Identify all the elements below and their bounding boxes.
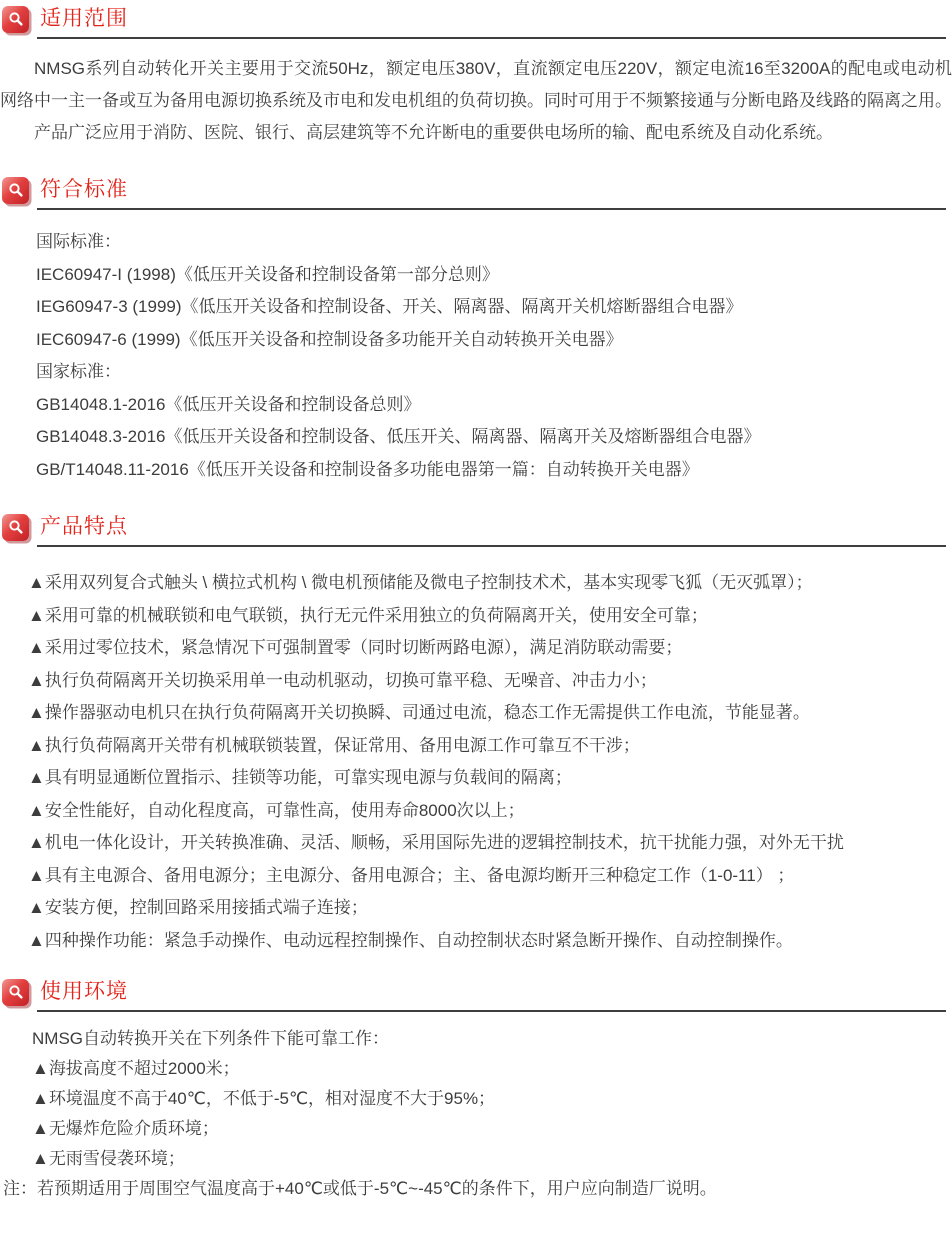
environment-item: ▲无爆炸危险介质环境； <box>32 1119 219 1138</box>
feature-item: ▲具有主电源合、备用电源分；主电源分、备用电源合；主、备电源均断开三种稳定工作（1-0-11） ； <box>28 865 795 885</box>
standard-line: IEG60947-3 (1999)《低压开关设备和控制设备、开关、隔离器、隔离开关机熔断器组合电器》 <box>36 297 743 316</box>
section-header <box>0 512 952 542</box>
section-title: 符合标准 <box>40 178 128 201</box>
section-header <box>0 977 952 1007</box>
section-title: 使用环境 <box>40 980 128 1003</box>
standards-group-label: 国际标准： <box>36 232 121 251</box>
section-title: 适用范围 <box>40 7 128 30</box>
magnifier-icon <box>2 514 29 541</box>
environment-intro: NMSG自动转换开关在下列条件下能可靠工作： <box>32 1029 389 1048</box>
section-divider <box>37 1010 946 1012</box>
section-environment <box>0 977 952 1204</box>
environment-item: ▲无雨雪侵袭环境； <box>32 1149 185 1168</box>
feature-item: ▲机电一体化设计，开关转换准确、灵活、顺畅，采用国际先进的逻辑控制技术，抗干扰能力强，对外无干扰 <box>28 833 844 852</box>
feature-item: ▲执行负荷隔离开关带有机械联锁装置，保证常用、备用电源工作可靠互不干涉； <box>28 735 640 755</box>
scope-paragraph: NMSG系列自动转化开关主要用于交流50Hz，额定电压380V，直流额定电压220V，额定电流16至3200A的配电或电动机网络中一主一备或互为备用电源切换系统及市电和发电机组的负荷切换。同时可用于不频繁接通与分断电路及线路的隔离之用。 <box>0 59 952 110</box>
standard-line: IEC60947-I (1998)《低压开关设备和控制设备第一部分总则》 <box>36 264 499 284</box>
feature-item: ▲具有明显通断位置指示、挂锁等功能，可靠实现电源与负载间的隔离； <box>28 768 572 787</box>
feature-item: ▲四种操作功能：紧急手动操作、电动远程控制操作、自动控制状态时紧急断开操作、自动控制操作。 <box>28 930 793 950</box>
magnifier-icon <box>2 6 29 33</box>
section-divider <box>37 37 946 39</box>
feature-item: ▲操作器驱动电机只在执行负荷隔离开关切换瞬、司通过电流，稳态工作无需提供工作电流，节能显著。 <box>28 703 810 722</box>
scope-body <box>0 53 952 149</box>
feature-item: ▲安装方便，控制回路采用接插式端子连接； <box>28 898 368 917</box>
feature-item: ▲安全性能好，自动化程度高，可靠性高，使用寿命8000次以上； <box>28 800 525 820</box>
feature-item: ▲执行负荷隔离开关切换采用单一电动机驱动，切换可靠平稳、无噪音、冲击力小； <box>28 670 657 690</box>
feature-item: ▲采用双列复合式触头 \ 横拉式机构 \ 微电机预储能及微电子控制技术术，基本实现零飞狐（无灭弧罩）； <box>28 573 813 592</box>
environment-list <box>0 1024 952 1204</box>
standards-list <box>36 226 952 486</box>
section-features <box>0 512 952 957</box>
section-divider <box>37 545 946 547</box>
section-title: 产品特点 <box>40 515 128 538</box>
feature-item: ▲采用过零位技术，紧急情况下可强制置零（同时切断两路电源），满足消防联动需要； <box>28 638 683 657</box>
section-scope <box>0 4 952 149</box>
environment-note: 注：若预期适用于周围空气温度高于+40℃或低于-5℃~-45℃的条件下，用户应向制造厂说明。 <box>3 1179 717 1198</box>
features-list <box>28 567 952 957</box>
environment-item: ▲环境温度不高于40℃，不低于-5℃，相对湿度不大于95%； <box>32 1089 496 1108</box>
standard-line: GB14048.1-2016《低压开关设备和控制设备总则》 <box>36 394 421 414</box>
section-header <box>0 175 952 205</box>
environment-item: ▲海拔高度不超过2000米； <box>32 1059 240 1078</box>
standard-line: IEC60947-6 (1999)《低压开关设备和控制设备多功能开关自动转换开关电器》 <box>36 329 623 349</box>
section-header <box>0 4 952 34</box>
standard-line: GB14048.3-2016《低压开关设备和控制设备、低压开关、隔离器、隔离开关及熔断器组合电器》 <box>36 427 761 446</box>
magnifier-icon <box>2 979 29 1006</box>
scope-paragraph: 产品广泛应用于消防、医院、银行、高层建筑等不允许断电的重要供电场所的输、配电系统及自动化系统。 <box>34 123 833 142</box>
section-standards <box>0 175 952 486</box>
standards-group-label: 国家标准： <box>36 362 121 381</box>
magnifier-icon <box>2 177 29 204</box>
standard-line: GB/T14048.11-2016《低压开关设备和控制设备多功能电器第一篇：自动转换开关电器》 <box>36 459 699 479</box>
feature-item: ▲采用可靠的机械联锁和电气联锁，执行无元件采用独立的负荷隔离开关，使用安全可靠； <box>28 605 708 625</box>
section-divider <box>37 208 946 210</box>
